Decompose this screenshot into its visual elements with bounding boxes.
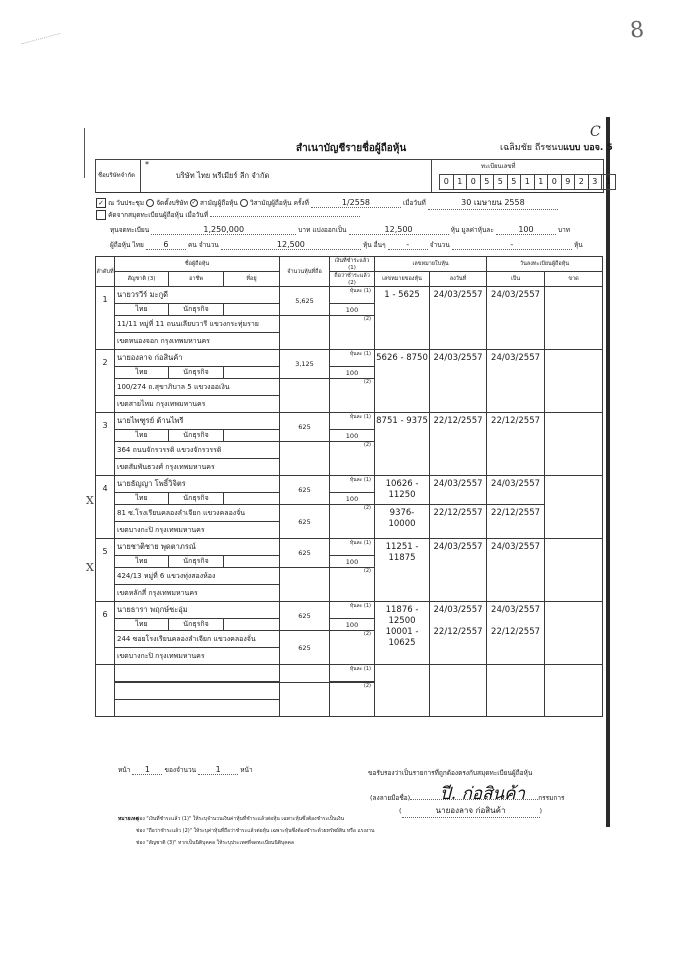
shares-held-2 — [280, 568, 330, 602]
shares-held: 625 — [280, 413, 330, 442]
address-line-2: เขตหนองจอก กรุงเทพมหานคร — [115, 333, 280, 350]
holder-name: นายองลาจ ก่อสินค้า — [115, 350, 280, 367]
thai-holders-shares: 12,500 — [221, 240, 361, 250]
address-line-2: เขตบางกะปิ กรุงเทพมหานคร — [115, 522, 280, 539]
total-shares: 12,500 — [349, 225, 449, 235]
header-row-1 — [96, 257, 603, 272]
cert-date: 24/03/2557 — [430, 350, 487, 413]
address-line-2 — [115, 700, 280, 717]
signer-name-line: ( นายองลาจ ก่อสินค้า ) — [399, 804, 542, 818]
nationality: ไทย — [115, 556, 169, 568]
document-title: สำเนาบัญชีรายชื่อผู้ถือหุ้น — [296, 143, 407, 154]
copy-label: คัดจากสมุดทะเบียนผู้ถือหุ้น เมื่อวันที่ — [108, 211, 209, 219]
other-amount: - — [452, 240, 572, 250]
paid-label: หุ้นละ (1) — [330, 539, 375, 556]
radio-incorporation[interactable] — [146, 199, 154, 207]
company-marker: * — [145, 160, 149, 169]
cert-date-2: 22/12/2557 — [430, 505, 487, 539]
paid-label: หุ้นละ (1) — [330, 287, 375, 304]
paid-label: หุ้นละ (1) — [330, 476, 375, 493]
row-seq: 5 — [96, 539, 115, 602]
holder-name: นายชาติชาย พุดตาภรณ์ — [115, 539, 280, 556]
col-cert-date: ลงวันที่ — [430, 272, 487, 287]
shares-held-2 — [280, 316, 330, 350]
baht-label: บาท — [558, 226, 571, 234]
reg-digit: 2 — [575, 175, 589, 189]
scan-edge-shadow — [606, 117, 610, 827]
par-label: หุ้น มูลค่าหุ้นละ — [450, 226, 494, 234]
company-label: ชื่อบริษัทจำกัด — [98, 172, 136, 179]
ceased-date — [545, 350, 603, 413]
cert-number: 1 - 5625 — [375, 287, 430, 350]
session-label: ครั้งที่ — [293, 199, 309, 207]
paid-mark-2: (2) — [330, 379, 375, 413]
row-seq: 2 — [96, 350, 115, 413]
became-date-2: 22/12/2557 — [487, 505, 545, 539]
became-date: 22/12/2557 — [487, 413, 545, 476]
reg-digit: 5 — [494, 175, 508, 189]
address-blank — [224, 556, 280, 568]
option-extraordinary: วิสามัญผู้ถือหุ้น — [250, 199, 292, 207]
ceased-date — [545, 602, 603, 665]
occupation: นักธุรกิจ — [169, 304, 224, 316]
notes — [118, 813, 374, 849]
handwritten-corner-mark: C — [590, 124, 601, 140]
shares-held-2: 625 — [280, 505, 330, 539]
shares-held: 625 — [280, 602, 330, 631]
address-line-1: 100/274 ถ.สุขาภิบาล 5 แขวงออเงิน — [115, 379, 280, 396]
total-pages: 1 — [198, 765, 238, 775]
form-code — [500, 140, 613, 154]
col-shares: จำนวนหุ้นที่ถือ — [280, 257, 330, 287]
col-seq: ลำดับที่ — [96, 257, 115, 287]
nationality: ไทย — [115, 430, 169, 442]
form-code-label: แบบ บอจ. 5 — [563, 143, 613, 153]
signature-line: (ลงลายมือชื่อ) กรรมการ — [370, 794, 565, 802]
paid-label: หุ้นละ (1) — [330, 665, 375, 682]
reg-digit: 5 — [481, 175, 495, 189]
table-row — [96, 413, 603, 430]
reg-digit: 1 — [454, 175, 468, 189]
occupation: นักธุรกิจ — [169, 367, 224, 379]
shareholder-table — [95, 256, 603, 717]
row-seq: 6 — [96, 602, 115, 665]
became-date: 24/03/2557 22/12/2557 — [487, 602, 545, 665]
col-address: ที่อยู่ — [224, 272, 280, 287]
occupation: นักธุรกิจ — [169, 430, 224, 442]
address-line-2: เขตหลักสี่ กรุงเทพมหานคร — [115, 585, 280, 602]
col-paid1: เงินที่ชำระแล้ว (1) — [330, 257, 375, 272]
col-became: เป็น — [487, 272, 545, 287]
handwritten-page-number: 8 — [628, 17, 646, 44]
reg-digit: 9 — [562, 175, 576, 189]
cert-date: 24/03/2557 — [430, 476, 487, 505]
nationality: ไทย — [115, 304, 169, 316]
col-nationality: สัญชาติ (3) — [115, 272, 169, 287]
address-blank — [224, 619, 280, 631]
page-value: 1 — [132, 765, 162, 775]
reg-digit: 1 — [605, 177, 611, 186]
note-1: ช่อง "เงินที่ชำระแล้ว (1)" ให้ระบุจำนวนเงินค่าหุ้นที่ชำระแล้วต่อหุ้น เฉพาะหุ้นซึ่งต้องชำระเป็นเงิน — [136, 816, 345, 822]
paid-value: 100 — [330, 619, 375, 631]
meeting-date: 30 เมษายน 2558 — [428, 196, 558, 210]
copy-line — [96, 210, 360, 220]
cert-date: 22/12/2557 — [430, 413, 487, 476]
table-row — [96, 476, 603, 493]
radio-extraordinary[interactable] — [240, 199, 248, 207]
occupation: นักธุรกิจ — [169, 556, 224, 568]
registration-label: ทะเบียนเลขที่ — [481, 163, 516, 170]
occupation: นักธุรกิจ — [169, 619, 224, 631]
table-row — [96, 539, 603, 556]
at-label: ณ — [108, 199, 115, 207]
scan-edge-left — [84, 128, 85, 178]
paid-mark-2: (2) — [330, 505, 375, 539]
row-seq: 1 — [96, 287, 115, 350]
shares-held: 3,125 — [280, 350, 330, 379]
address-line-1: 364 ถนนจักรวรรดิ แขวงจักรวรรดิ — [115, 442, 280, 459]
certification-text: ขอรับรองว่าเป็นรายการที่ถูกต้องตรงกับสมุดทะเบียนผู้ถือหุ้น — [368, 769, 533, 777]
holder-name: นายธัญญา โพธิ์วิจิตร — [115, 476, 280, 493]
shares-held-2: 625 — [280, 631, 330, 665]
thai-holders-label: ผู้ถือหุ้น ไทย — [110, 241, 144, 249]
registration-number — [439, 174, 616, 190]
ceased-date — [545, 539, 603, 602]
address-line-2: เขตสายไหม กรุงเทพมหานคร — [115, 396, 280, 413]
note-2: ช่อง "ถือว่าชำระแล้ว (2)" ให้ระบุค่าหุ้นที่ถือว่าชำระแล้วต่อหุ้น เฉพาะหุ้นซึ่งต้องชำระด้วยทรัพย์สิน หรือ แรงงาน — [136, 828, 375, 834]
scan-smudge — [22, 33, 63, 52]
table-row — [96, 287, 603, 304]
holder-name: นายธารา พฤกษ์ชะอุ่ม — [115, 602, 280, 619]
shares-held: 625 — [280, 476, 330, 505]
row-seq: 3 — [96, 413, 115, 476]
option-meeting-day: วันประชุม — [116, 199, 145, 207]
address-line-1: 11/11 หมู่ที่ 11 ถนนเลียบวารี แขวงกระทุ่มราย — [115, 316, 280, 333]
reg-digit: 0 — [548, 175, 562, 189]
nationality: ไทย — [115, 619, 169, 631]
signature: ปี. ก่อสินค้า — [440, 784, 526, 804]
paid-value: 100 — [330, 493, 375, 505]
reg-digit: 0 — [467, 175, 481, 189]
table-row — [96, 350, 603, 367]
meeting-checkbox[interactable]: ✓ — [96, 198, 106, 208]
shares-held-2 — [280, 379, 330, 413]
cert-number-2: 9376- 10000 — [375, 505, 430, 539]
cert-date: 24/03/2557 — [430, 287, 487, 350]
ceased-date — [545, 413, 603, 476]
paid-mark-2: (2) — [330, 631, 375, 665]
col-reg-date: วันลงทะเบียนผู้ถือหุ้น — [487, 257, 603, 272]
persons-label: คน จำนวน — [187, 241, 219, 249]
cert-number: 11251 - 11875 — [375, 539, 430, 602]
became-date: 24/03/2557 — [487, 287, 545, 350]
paid-value: 100 — [330, 430, 375, 442]
header-row-2 — [96, 272, 603, 287]
page-count: หน้า 1 ของจำนวน 1 หน้า — [118, 765, 253, 774]
par-value: 100 — [496, 225, 556, 235]
company-box — [95, 159, 611, 193]
session-value: 1/2558 — [311, 198, 401, 208]
holders-line — [110, 240, 583, 250]
registered-capital: 1,250,000 — [151, 225, 296, 235]
shares-held-2 — [280, 442, 330, 476]
meeting-line — [96, 196, 558, 210]
col-occupation: อาชีพ — [169, 272, 224, 287]
holder-name — [115, 665, 280, 682]
paid-mark-2: (2) — [330, 316, 375, 350]
note-3: ช่อง "สัญชาติ (3)" หากเป็นนิติบุคคล ให้ระบุประเทศที่จดทะเบียนนิติบุคคล — [136, 840, 294, 846]
shares-held-2 — [280, 683, 330, 717]
shares-label: หุ้น — [573, 241, 583, 249]
radio-ordinary-selected[interactable]: ✓ — [191, 199, 197, 206]
col-ceased: ขาด — [545, 272, 603, 287]
col-cert: เลขหมายใบหุ้น — [375, 257, 487, 272]
shares-held — [280, 665, 330, 683]
cert-number — [375, 665, 430, 717]
table-row-empty — [96, 665, 603, 682]
handwritten-x-mark: X — [86, 494, 94, 507]
occupation: นักธุรกิจ — [169, 493, 224, 505]
nationality: ไทย — [115, 493, 169, 505]
company-name: บริษัท ไทย พรีเมียร์ ลีก จำกัด — [176, 171, 270, 180]
reg-digit: 0 — [440, 175, 454, 189]
address-line-1: 424/13 หมู่ที่ 6 แขวงทุ่งสองห้อง — [115, 568, 280, 585]
paid-mark-2: (2) — [330, 568, 375, 602]
col-holder: ชื่อผู้ถือหุ้น — [115, 257, 280, 272]
address-blank — [224, 430, 280, 442]
reg-digit: 5 — [508, 175, 522, 189]
address-line-1 — [115, 683, 280, 700]
paid-mark-2: (2) — [330, 442, 375, 476]
option-ordinary: สามัญผู้ถือหุ้น — [200, 199, 238, 207]
form-code-prefix: เฉลิมชัย ถีรชนบ — [500, 143, 564, 153]
paid-value: 100 — [330, 367, 375, 379]
holder-name: นายวรวีร์ มะกูดี — [115, 287, 280, 304]
amount-label: จำนวน — [429, 241, 450, 249]
col-paid2: ถือว่าชำระแล้ว (2) — [330, 272, 375, 287]
nationality: ไทย — [115, 367, 169, 379]
table-row — [96, 602, 603, 619]
became-date: 24/03/2557 — [487, 476, 545, 505]
col-cert-no: เลขหมายของหุ้น — [375, 272, 430, 287]
cert-number: 5626 - 8750 — [375, 350, 430, 413]
ceased-date — [545, 287, 603, 350]
became-date: 24/03/2557 — [487, 350, 545, 413]
cert-number: 10626 - 11250 — [375, 476, 430, 505]
address-line-1: 81 ซ.โรงเรียนคลองลำเจียก แขวงคลองจั่น — [115, 505, 280, 522]
copy-checkbox[interactable] — [96, 210, 106, 220]
row-seq: 4 — [96, 476, 115, 539]
registered-capital-label: ทุนจดทะเบียน — [110, 226, 150, 234]
capital-line — [110, 225, 570, 235]
date-label: เมื่อวันที่ — [403, 199, 426, 207]
divided-label: บาท แบ่งออกเป็น — [298, 226, 347, 234]
address-line-2: เขตบางกะปิ กรุงเทพมหานคร — [115, 648, 280, 665]
cert-number: 8751 - 9375 — [375, 413, 430, 476]
row-seq — [96, 665, 115, 717]
reg-digit: 1 — [535, 175, 549, 189]
address-blank — [224, 367, 280, 379]
paid-label: หุ้นละ (1) — [330, 350, 375, 367]
became-date: 24/03/2557 — [487, 539, 545, 602]
divider — [140, 160, 141, 192]
holder-name: นายไพฑูรย์ ต้านไพรี — [115, 413, 280, 430]
cert-date: 24/03/2557 22/12/2557 — [430, 602, 487, 665]
cert-date — [430, 665, 487, 717]
paid-value: 100 — [330, 304, 375, 316]
cert-date: 24/03/2557 — [430, 539, 487, 602]
reg-digit: 3 — [589, 175, 603, 189]
copy-date — [210, 216, 360, 217]
paid-value: 100 — [330, 556, 375, 568]
ceased-date — [545, 476, 603, 539]
paid-label: หุ้นละ (1) — [330, 413, 375, 430]
address-line-1: 244 ซอยโรงเรียนคลองลำเจียก แขวงคลองจั่น — [115, 631, 280, 648]
cert-number: 11876 - 12500 10001 - 10625 — [375, 602, 430, 665]
signer-name: นายองลาจ ก่อสินค้า — [402, 804, 540, 818]
option-incorporation: จัดตั้งบริษัท — [156, 199, 188, 207]
became-date — [487, 665, 545, 717]
address-blank — [224, 493, 280, 505]
thai-holders-count: 6 — [146, 240, 186, 250]
other-label: หุ้น อื่นๆ — [362, 241, 386, 249]
shares-held: 5,625 — [280, 287, 330, 316]
notes-label: หมายเหตุ — [118, 816, 139, 822]
ceased-date — [545, 665, 603, 717]
shares-held: 625 — [280, 539, 330, 568]
reg-digit: 1 — [521, 175, 535, 189]
paid-label: หุ้นละ (1) — [330, 602, 375, 619]
handwritten-x-mark: X — [86, 561, 94, 574]
other-holders: - — [388, 240, 428, 250]
divider — [431, 160, 432, 192]
address-line-2: เขตสัมพันธวงศ์ กรุงเทพมหานคร — [115, 459, 280, 476]
address-blank — [224, 304, 280, 316]
paid-mark-2: (2) — [330, 683, 375, 717]
